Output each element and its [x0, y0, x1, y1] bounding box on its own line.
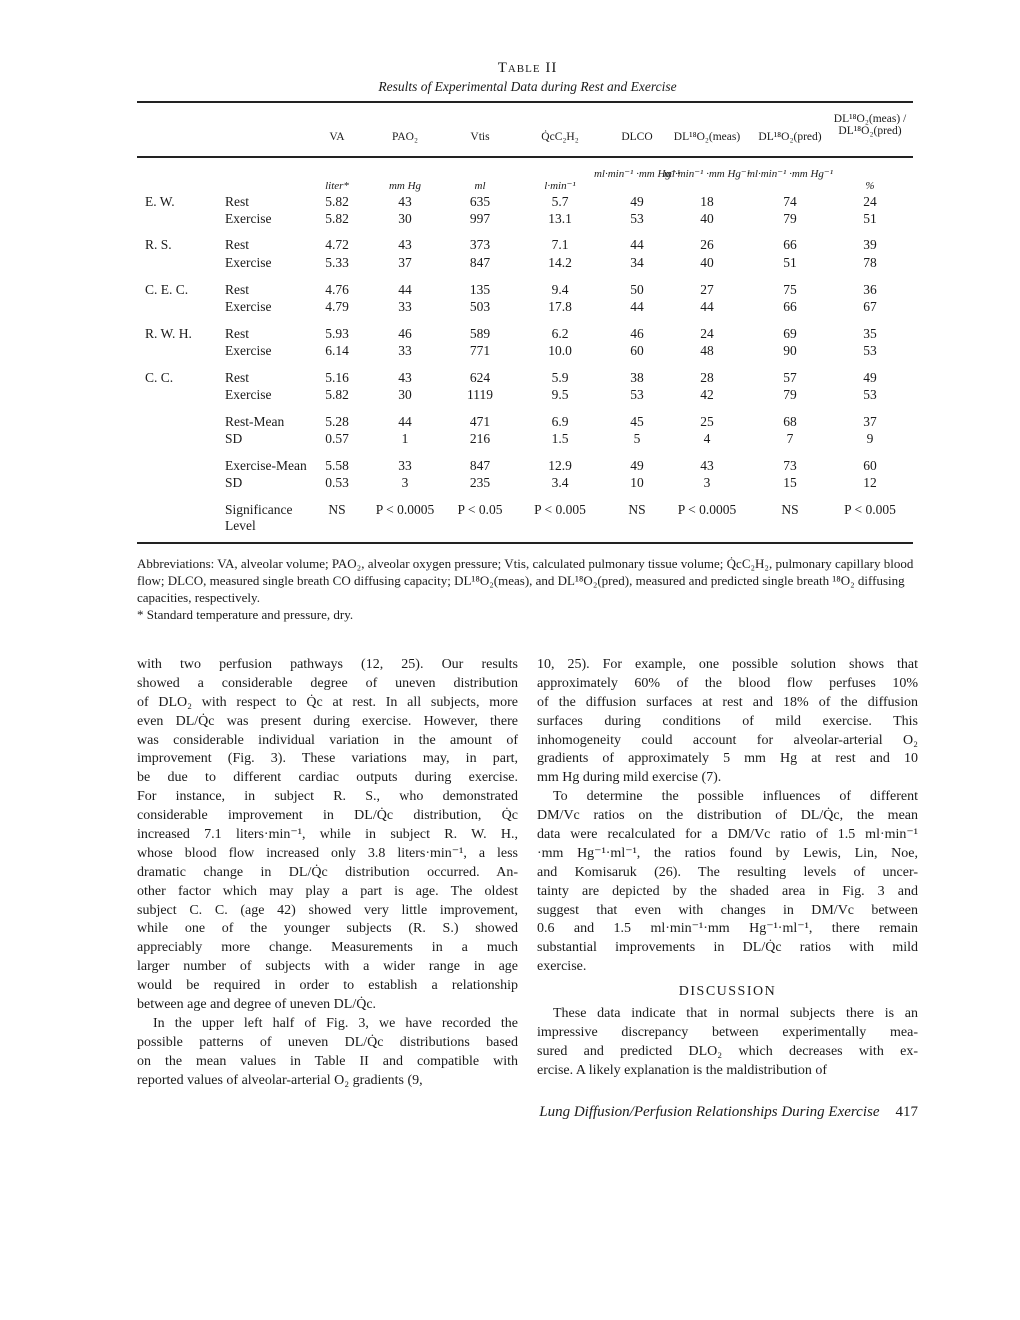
table-cell: 13.1: [548, 211, 572, 226]
column-header: PAO₂: [392, 131, 418, 143]
text-line: sured and predicted DLO₂ which decreases with ex-: [537, 1043, 918, 1059]
table-cell: 43: [700, 458, 714, 473]
table-cell: 5.33: [325, 255, 349, 270]
table-cell: 44: [700, 299, 714, 314]
table-cell: 0.53: [325, 475, 349, 490]
table-cell: 4: [703, 431, 711, 446]
table-cell: 30: [398, 211, 412, 226]
table-cell: 24: [700, 326, 714, 341]
table-cell: 6.14: [325, 343, 349, 358]
table-cell: 67: [863, 299, 877, 314]
table-cell: 49: [630, 194, 644, 209]
table-cell: 79: [783, 211, 797, 226]
table-cell: P < 0.05: [457, 502, 503, 517]
table-cell: 40: [700, 255, 714, 270]
text-line: with two perfusion pathways (12, 25). Our results: [137, 657, 518, 672]
table-cell: 60: [630, 343, 644, 358]
condition-label: Exercise: [225, 343, 272, 358]
text-line: improvement (Fig. 3). These variations may, in part,: [137, 751, 518, 767]
text-line: other factor which may play a part is age. The oldest: [137, 883, 518, 899]
condition-label: Rest: [225, 237, 250, 252]
table-cell: 4.79: [325, 299, 349, 314]
table-cell: 4.76: [325, 282, 349, 297]
table-cell: 0.57: [325, 431, 349, 446]
table-cell: 79: [783, 387, 797, 402]
table-cell: 15: [783, 475, 797, 490]
text-line: subject C. C. (age 42) showed very little improvement,: [137, 902, 518, 918]
text-line: data were recalculated for a DM/Vc ratio of 1.5 ml·min⁻¹: [537, 827, 918, 843]
table-cell: 771: [469, 343, 491, 358]
table-cell: 135: [469, 282, 491, 297]
table-cell: 235: [469, 475, 491, 490]
table-cell: 5.16: [325, 370, 349, 385]
condition-label: Rest-Mean: [225, 414, 285, 429]
table-cell: 3.4: [551, 475, 569, 490]
condition-label: Exercise: [225, 255, 272, 270]
table-cell: 12: [863, 475, 877, 490]
subject-label: C. E. C.: [145, 282, 189, 297]
table-cell: 10: [630, 475, 644, 490]
table-cell: 44: [398, 282, 412, 297]
table-cell: 5.82: [325, 387, 349, 402]
table-top-rule: [137, 101, 913, 103]
text-line: possible patterns of uneven DL/Q̇c distributions based: [137, 1034, 518, 1050]
table-cell: 43: [398, 194, 412, 209]
table-cell: 60: [863, 458, 877, 473]
running-title: Lung Diffusion/Perfusion Relationships During Exercise: [539, 1104, 880, 1120]
table-cell: 53: [863, 343, 877, 358]
table-subtitle: Results of Experimental Data during Rest and Exercise: [378, 79, 677, 94]
text-line: exercise.: [537, 959, 587, 975]
text-line: was considerable individual variation in the amount of: [137, 732, 518, 748]
table-bottom-rule: [137, 542, 913, 544]
abbreviations-note: Abbreviations: VA, alveolar volume; PAO₂, alveolar oxygen pressure; Vtis, calculated pulmonary tissue volume; Q̇cC₂H₂, pulmonary capillary blood flow; DLCO, measured single breath CO diffusing capacity; DL¹⁸O₂(meas), and DL¹⁸O₂(pred), measured and predicted single breath ¹⁸O₂ diffusing capacities, respectively.: [137, 556, 914, 605]
condition-label: Exercise: [225, 299, 272, 314]
condition-label: Rest: [225, 370, 250, 385]
table-title: Table II: [497, 60, 558, 76]
text-line: 10, 25). For example, one possible solution shows that: [537, 657, 918, 672]
text-line: gradients of approximately 5 mm Hg at rest and 10: [537, 751, 918, 767]
table-header-rule: [137, 156, 913, 158]
table-cell: 45: [630, 414, 644, 429]
table-cell: 51: [783, 255, 797, 270]
table-cell: 12.9: [548, 458, 572, 473]
table-cell: 43: [398, 237, 412, 252]
table-cell: P < 0.005: [534, 502, 586, 517]
table-cell: 44: [630, 237, 644, 252]
table-cell: 4.72: [325, 237, 349, 252]
table-cell: NS: [628, 502, 646, 517]
table-cell: 46: [630, 326, 644, 341]
text-line: 0.6 and 1.5 ml·min⁻¹·mm Hg⁻¹·ml⁻¹, there remain: [537, 921, 918, 937]
table-cell: 40: [700, 211, 714, 226]
table-cell: 74: [783, 194, 797, 209]
text-line: approximately 60% of the blood flow perfuses 10%: [537, 675, 918, 691]
text-line: would be required in order to establish a relationship: [137, 978, 518, 994]
table-cell: 5.93: [325, 326, 349, 341]
table-cell: 5: [633, 431, 641, 446]
table-cell: 36: [863, 282, 877, 297]
table-cell: 5.82: [325, 194, 349, 209]
table-cell: 57: [783, 370, 797, 385]
table-cell: 503: [469, 299, 491, 314]
table-cell: 53: [630, 211, 644, 226]
left-text-column: [137, 656, 518, 1090]
table-cell: 43: [398, 370, 412, 385]
table-cell: 14.2: [548, 255, 572, 270]
table-cell: 26: [700, 237, 714, 252]
text-line: of DLO₂ with respect to Q̇c at rest. In all subjects, more: [137, 694, 518, 710]
table-cell: P < 0.0005: [677, 502, 737, 517]
table-cell: 9.5: [551, 387, 569, 402]
table-cell: 33: [398, 458, 412, 473]
table-cell: 5.7: [551, 194, 569, 209]
table-cell: 46: [398, 326, 412, 341]
table-cell: 6.2: [551, 326, 569, 341]
table-cell: 69: [783, 326, 797, 341]
table-cell: 373: [469, 237, 491, 252]
table-cell: 33: [398, 299, 412, 314]
table-cell: 10.0: [548, 343, 572, 358]
text-line: ·mm Hg⁻¹·ml⁻¹, the ratios found by Lewis, Lin, Noe,: [537, 845, 918, 861]
column-header: DLCO: [621, 131, 653, 143]
text-line: while one of the younger subjects (R. S.) showed: [137, 921, 518, 937]
table-cell: 30: [398, 387, 412, 402]
table-cell: 78: [863, 255, 877, 270]
table-cell: 589: [469, 326, 491, 341]
table-cell: 7: [786, 431, 794, 446]
text-line: mm Hg during mild exercise (7).: [537, 770, 722, 786]
table-cell: 49: [630, 458, 644, 473]
table-cell: 1119: [467, 387, 493, 402]
table-cell: 5.82: [325, 211, 349, 226]
table-cell: 1.5: [551, 431, 569, 446]
column-header: Q̇cC₂H₂: [541, 131, 579, 143]
table-cell: 28: [700, 370, 714, 385]
text-line: increased 7.1 liters·min⁻¹, while in subject R. W. H.,: [137, 827, 518, 843]
subject-label: E. W.: [145, 194, 175, 209]
condition-label: SD: [225, 475, 243, 490]
condition-label: SD: [225, 431, 243, 446]
text-line: be due to different cardiac outputs during exercise.: [137, 770, 518, 786]
table-cell: 33: [398, 343, 412, 358]
condition-label: Exercise-Mean: [225, 458, 307, 473]
table-cell: 49: [863, 370, 877, 385]
table-cell: 34: [630, 255, 644, 270]
text-line: whose blood flow increased only 3.8 liters·min⁻¹, a less: [137, 845, 518, 861]
text-line: on the mean values in Table II and compatible with: [137, 1053, 518, 1069]
table-cell: 9.4: [551, 282, 569, 297]
table-cell: 847: [469, 255, 491, 270]
table-cell: 1: [401, 431, 409, 446]
table-cell: 25: [700, 414, 714, 429]
table-cell: 66: [783, 299, 797, 314]
table-cell: 44: [630, 299, 644, 314]
table-cell: 38: [630, 370, 644, 385]
text-line: appreciably more change. Measurements in a much: [137, 940, 518, 956]
column-header: DL¹⁸O₂(meas) / DL¹⁸O₂(pred): [833, 113, 907, 137]
table-cell: 42: [700, 387, 714, 402]
text-line: surfaces during conditions of mild exercise. This: [537, 713, 918, 729]
column-header: Vtis: [470, 131, 490, 143]
text-line: In the upper left half of Fig. 3, we have recorded the: [153, 1015, 518, 1031]
table-cell: 27: [700, 282, 714, 297]
table-cell: 5.9: [551, 370, 569, 385]
table-cell: 90: [783, 343, 797, 358]
table-cell: NS: [328, 502, 346, 517]
table-cell: 635: [469, 194, 491, 209]
table-cell: 75: [783, 282, 797, 297]
table-cell: 73: [783, 458, 797, 473]
text-line: even DL/Q̇c was present during exercise. However, there: [137, 713, 518, 729]
footnote: * Standard temperature and pressure, dry.: [137, 607, 354, 622]
table-cell: NS: [781, 502, 799, 517]
column-unit: ml·min⁻¹ ·mm Hg⁻¹: [663, 168, 751, 180]
table-cell: 7.1: [551, 237, 569, 252]
table-cell: 997: [469, 211, 491, 226]
table-cell: 66: [783, 237, 797, 252]
column-unit: liter*: [325, 180, 349, 192]
text-line: ercise. A likely explanation is the maldistribution of: [537, 1062, 828, 1078]
text-line: of the diffusion surfaces at rest and 18% of the diffusion: [537, 694, 918, 710]
table-cell: P < 0.0005: [375, 502, 435, 517]
text-line: For instance, in subject R. S., who demonstrated: [137, 789, 518, 805]
text-line: To determine the possible influences of different: [553, 789, 918, 805]
table-cell: 3: [703, 475, 711, 490]
column-unit: %: [865, 180, 875, 192]
table-cell: 216: [469, 431, 491, 446]
column-header: DL¹⁸O₂(pred): [758, 131, 822, 143]
text-line: suggest that even with changes in DM/Vc between: [537, 902, 918, 918]
column-unit: l·min⁻¹: [544, 180, 576, 192]
text-line: and Komisaruk (26). The resulting levels of uncer-: [537, 864, 918, 880]
table-cell: 847: [469, 458, 491, 473]
text-line: reported values of alveolar-arterial O₂ gradients (9,: [137, 1072, 423, 1088]
section-heading: DISCUSSION: [678, 984, 777, 1000]
column-header: VA: [329, 131, 345, 143]
column-unit: ml·min⁻¹ ·mm Hg⁻¹: [746, 168, 834, 180]
table-cell: 18: [700, 194, 714, 209]
condition-label: Exercise: [225, 387, 272, 402]
page-footer: [0, 1104, 918, 1121]
table-cell: 17.8: [548, 299, 572, 314]
text-line: larger number of subjects with a wider range in age: [137, 959, 518, 975]
table-cell: 53: [630, 387, 644, 402]
condition-label: Significance Level: [225, 502, 293, 533]
condition-label: Rest: [225, 282, 250, 297]
table-cell: 5.58: [325, 458, 349, 473]
table-cell: 35: [863, 326, 877, 341]
table-cell: 50: [630, 282, 644, 297]
table-cell: 51: [863, 211, 877, 226]
text-line: These data indicate that in normal subjects there is an: [553, 1006, 918, 1022]
text-line: dramatic change in DL/Q̇c distribution occurred. An-: [137, 864, 518, 880]
table-cell: 24: [863, 194, 877, 209]
text-line: between age and degree of uneven DL/Q̇c.: [137, 997, 377, 1013]
condition-label: Rest: [225, 326, 250, 341]
table-cell: 5.28: [325, 414, 349, 429]
text-line: impressive discrepancy between experimentally mea-: [537, 1025, 918, 1041]
column-unit: ml·min⁻¹ ·mm Hg⁻¹: [593, 168, 681, 180]
table-cell: 53: [863, 387, 877, 402]
table-cell: 68: [783, 414, 797, 429]
table-cell: 6.9: [551, 414, 569, 429]
table-cell: 44: [398, 414, 412, 429]
text-line: tainty are depicted by the shaded area in Fig. 3 and: [537, 883, 918, 899]
text-line: showed a considerable degree of uneven distribution: [137, 675, 518, 691]
table-cell: 624: [469, 370, 491, 385]
table-cell: 39: [863, 237, 877, 252]
table-cell: 48: [700, 343, 714, 358]
text-line: inhomogeneity could account for alveolar-arterial O₂: [537, 732, 918, 748]
table-cell: 37: [398, 255, 412, 270]
column-unit: ml: [474, 180, 486, 192]
text-line: substantial improvements in DL/Q̇c ratios with mild: [537, 940, 918, 956]
text-line: considerable improvement in DL/Q̇c distribution, Q̇c: [137, 808, 518, 824]
subject-label: C. C.: [145, 370, 174, 385]
table-cell: P < 0.005: [844, 502, 896, 517]
table-cell: 471: [469, 414, 491, 429]
condition-label: Exercise: [225, 211, 272, 226]
table-cell: 9: [866, 431, 874, 446]
subject-label: R. W. H.: [145, 326, 192, 341]
column-header: DL¹⁸O₂(meas): [673, 131, 741, 143]
column-unit: mm Hg: [388, 180, 422, 192]
page-number: 417: [895, 1104, 918, 1120]
subject-label: R. S.: [145, 237, 172, 252]
table-cell: 37: [863, 414, 877, 429]
table-cell: 3: [401, 475, 409, 490]
text-line: DM/Vc ratios on the distribution of DL/Q̇c, the mean: [537, 808, 918, 824]
right-text-column: [537, 656, 918, 1081]
condition-label: Rest: [225, 194, 250, 209]
